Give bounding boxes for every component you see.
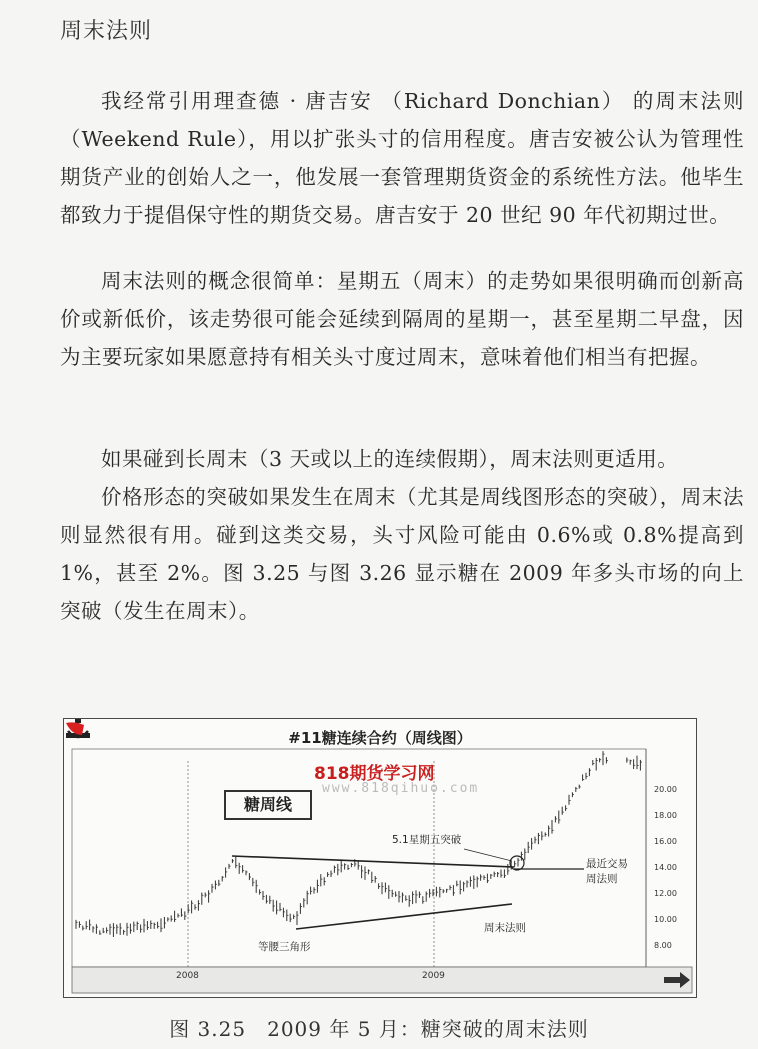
y-tick-label: 20.00 (654, 785, 677, 794)
legend-box: 糖周线 (224, 790, 312, 820)
paragraph-3: 如果碰到长周末（3 天或以上的连续假期），周末法则更适用。 (101, 447, 679, 471)
chart-title: #11糖连续合约（周线图） (288, 729, 472, 747)
annotation-friday-breakout: 5.1星期五突破 (392, 834, 462, 846)
annotation-weekly-rule: 周法则 (586, 873, 618, 885)
figure-caption: 图 3.25 2009 年 5 月：糖突破的周末法则 (169, 1017, 589, 1041)
figure-sugar-weekly-chart (63, 718, 697, 998)
y-tick-label: 10.00 (654, 915, 677, 924)
y-tick-label: 12.00 (654, 889, 677, 898)
y-tick-label: 8.00 (654, 941, 672, 950)
section-title: 周末法则 (60, 19, 153, 44)
breakout-circle (510, 856, 524, 870)
annotation-weekend-rule: 周末法则 (484, 922, 526, 934)
paragraph-2: 周末法则的概念很简单：星期五（周末）的走势如果很明确而创新高价或新低价，该走势很可能会延续到隔周的星期一，甚至星期二早盘，因为主要玩家如果愿意持有相关头寸度过周末，意味着他们相当有把握。 (60, 269, 744, 369)
watermark-url: www.818qihuo.com (322, 781, 480, 796)
y-tick-label: 16.00 (654, 837, 677, 846)
lower-trendline (296, 904, 512, 929)
watermark-brand: 818期货学习网 (314, 764, 435, 784)
y-tick-label: 18.00 (654, 811, 677, 820)
annotation-triangle: 等腰三角形 (258, 941, 311, 953)
watermark-logo-icon (64, 719, 86, 737)
paragraph-4: 价格形态的突破如果发生在周末（尤其是周线图形态的突破），周末法则显然很有用。碰到这类交易，头寸风险可能由 0.6%或 0.8%提高到 1%，甚至 2%。图 3.25 与图 3.26 显示糖在 2009 年多头市场的向上突破（发生在周末）。 (60, 485, 744, 623)
x-tick-label: 2009 (422, 971, 445, 981)
annotation-recent-trade: 最近交易 (586, 858, 628, 870)
y-tick-label: 14.00 (654, 863, 677, 872)
upper-trendline (232, 856, 514, 867)
x-tick-label: 2008 (176, 971, 199, 981)
paragraph-1: 我经常引用理查德 · 唐吉安 （Richard Donchian） 的周末法则（Weekend Rule），用以扩张头寸的信用程度。唐吉安被公认为管理性期货产业的创始人之一，他发展一套管理期货资金的系统性方法。他毕生都致力于提倡保守性的期货交易。唐吉安于 20 世纪 90 年代初期过世。 (60, 89, 744, 227)
